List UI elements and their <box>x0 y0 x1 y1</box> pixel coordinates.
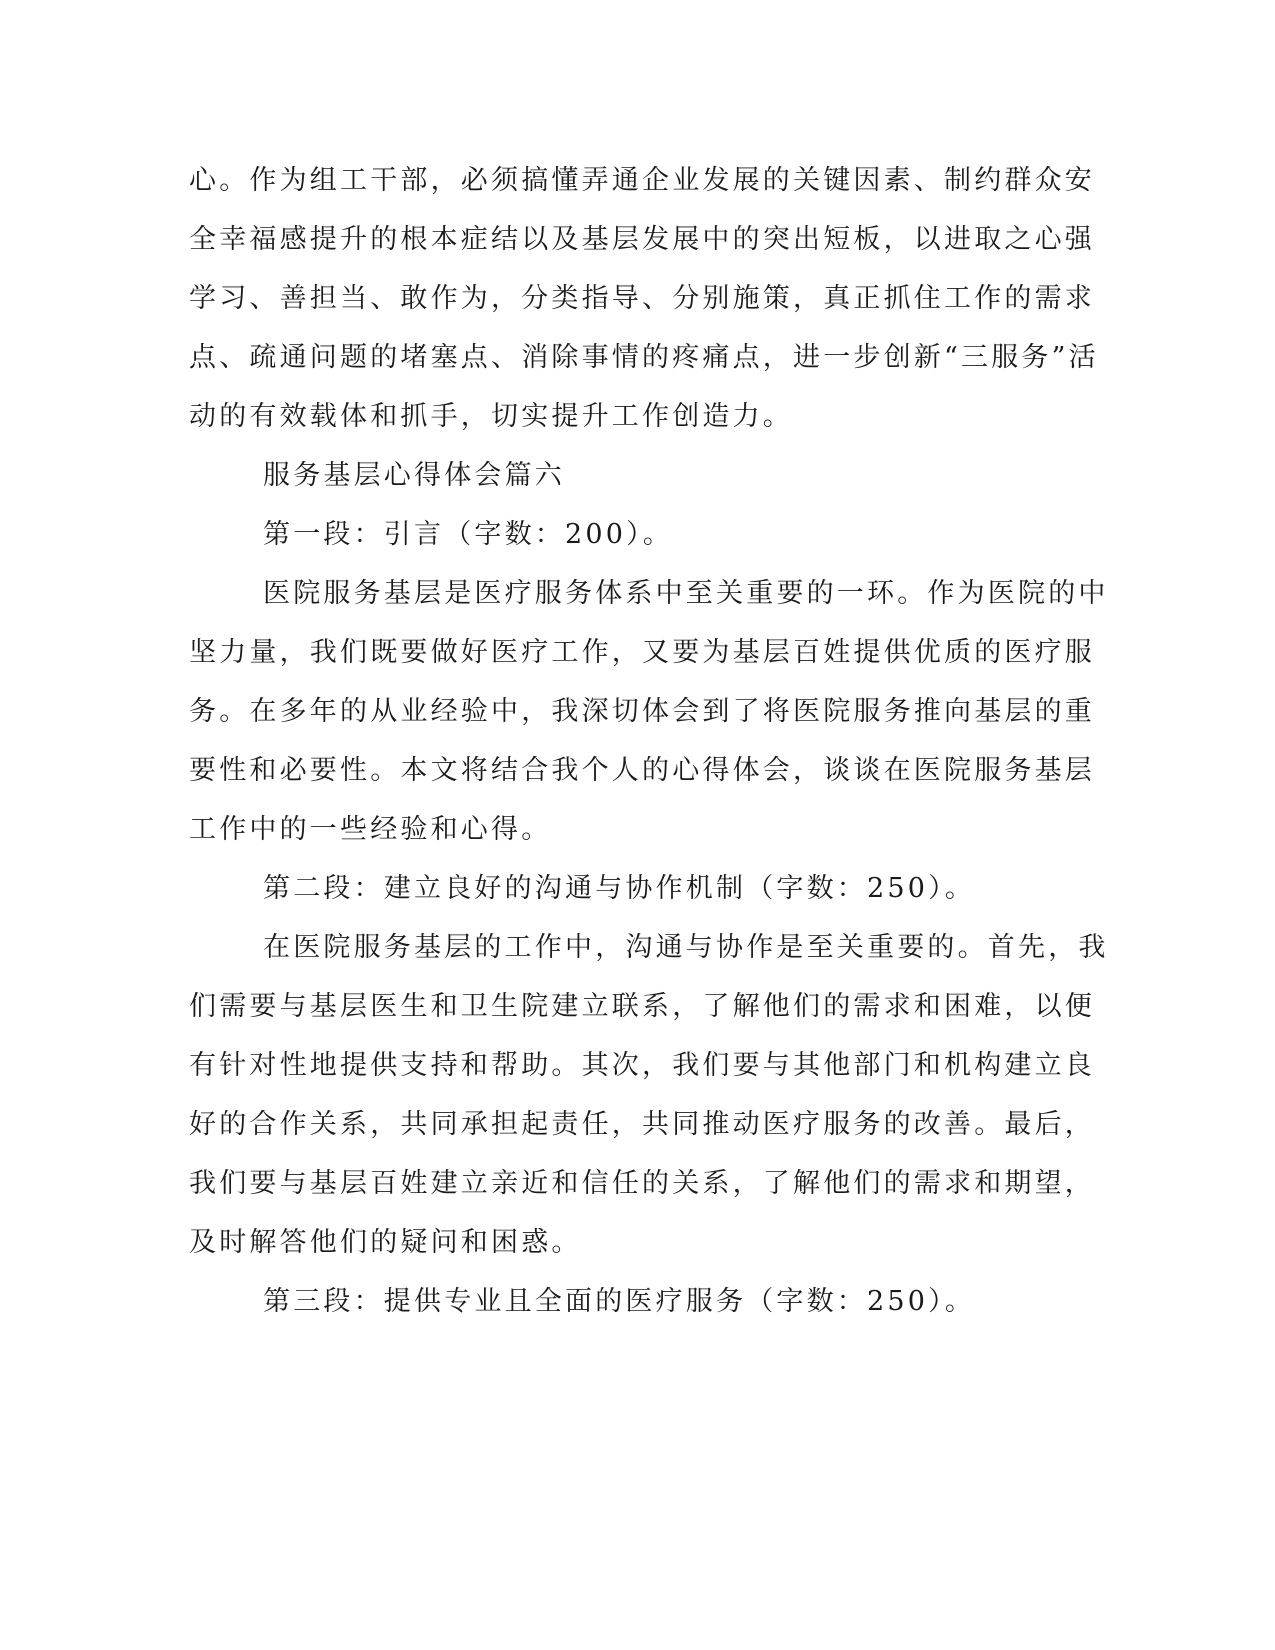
text-line: 工作中的一些经验和心得。 <box>189 814 552 845</box>
text-line: 要性和必要性。本文将结合我个人的心得体会，谈谈在医院服务基层 <box>189 755 1095 786</box>
text-line: 全幸福感提升的根本症结以及基层发展中的突出短板，以进取之心强 <box>189 224 1095 255</box>
text-line: 点、疏通问题的堵塞点、消除事情的疼痛点，进一步创新“三服务”活 <box>189 342 1099 373</box>
text-line: 好的合作关系，共同承担起责任，共同推动医疗服务的改善。最后， <box>189 1109 1095 1140</box>
text-line: 在医院服务基层的工作中，沟通与协作是至关重要的。首先，我 <box>263 932 1109 963</box>
section-heading: 服务基层心得体会篇六 <box>263 460 565 491</box>
text-line: 务。在多年的从业经验中，我深切体会到了将医院服务推向基层的重 <box>189 696 1095 727</box>
text-line: 医院服务基层是医疗服务体系中至关重要的一环。作为医院的中 <box>263 578 1109 609</box>
text-line: 学习、善担当、敢作为，分类指导、分别施策，真正抓住工作的需求 <box>189 283 1095 314</box>
text-line: 坚力量，我们既要做好医疗工作，又要为基层百姓提供优质的医疗服 <box>189 637 1095 668</box>
text-line: 有针对性地提供支持和帮助。其次，我们要与其他部门和机构建立良 <box>189 1050 1095 1081</box>
text-line: 及时解答他们的疑问和困惑。 <box>189 1227 582 1258</box>
text-line: 们需要与基层医生和卫生院建立联系，了解他们的需求和困难，以便 <box>189 991 1095 1022</box>
text-line: 我们要与基层百姓建立亲近和信任的关系，了解他们的需求和期望， <box>189 1168 1095 1199</box>
paragraph-heading: 第二段：建立良好的沟通与协作机制（字数：250）。 <box>263 873 976 904</box>
text-line: 动的有效载体和抓手，切实提升工作创造力。 <box>189 401 793 432</box>
paragraph-heading: 第三段：提供专业且全面的医疗服务（字数：250）。 <box>263 1286 976 1317</box>
paragraph-heading: 第一段：引言（字数：200）。 <box>263 519 674 550</box>
text-line: 心。作为组工干部，必须搞懂弄通企业发展的关键因素、制约群众安 <box>189 165 1095 196</box>
